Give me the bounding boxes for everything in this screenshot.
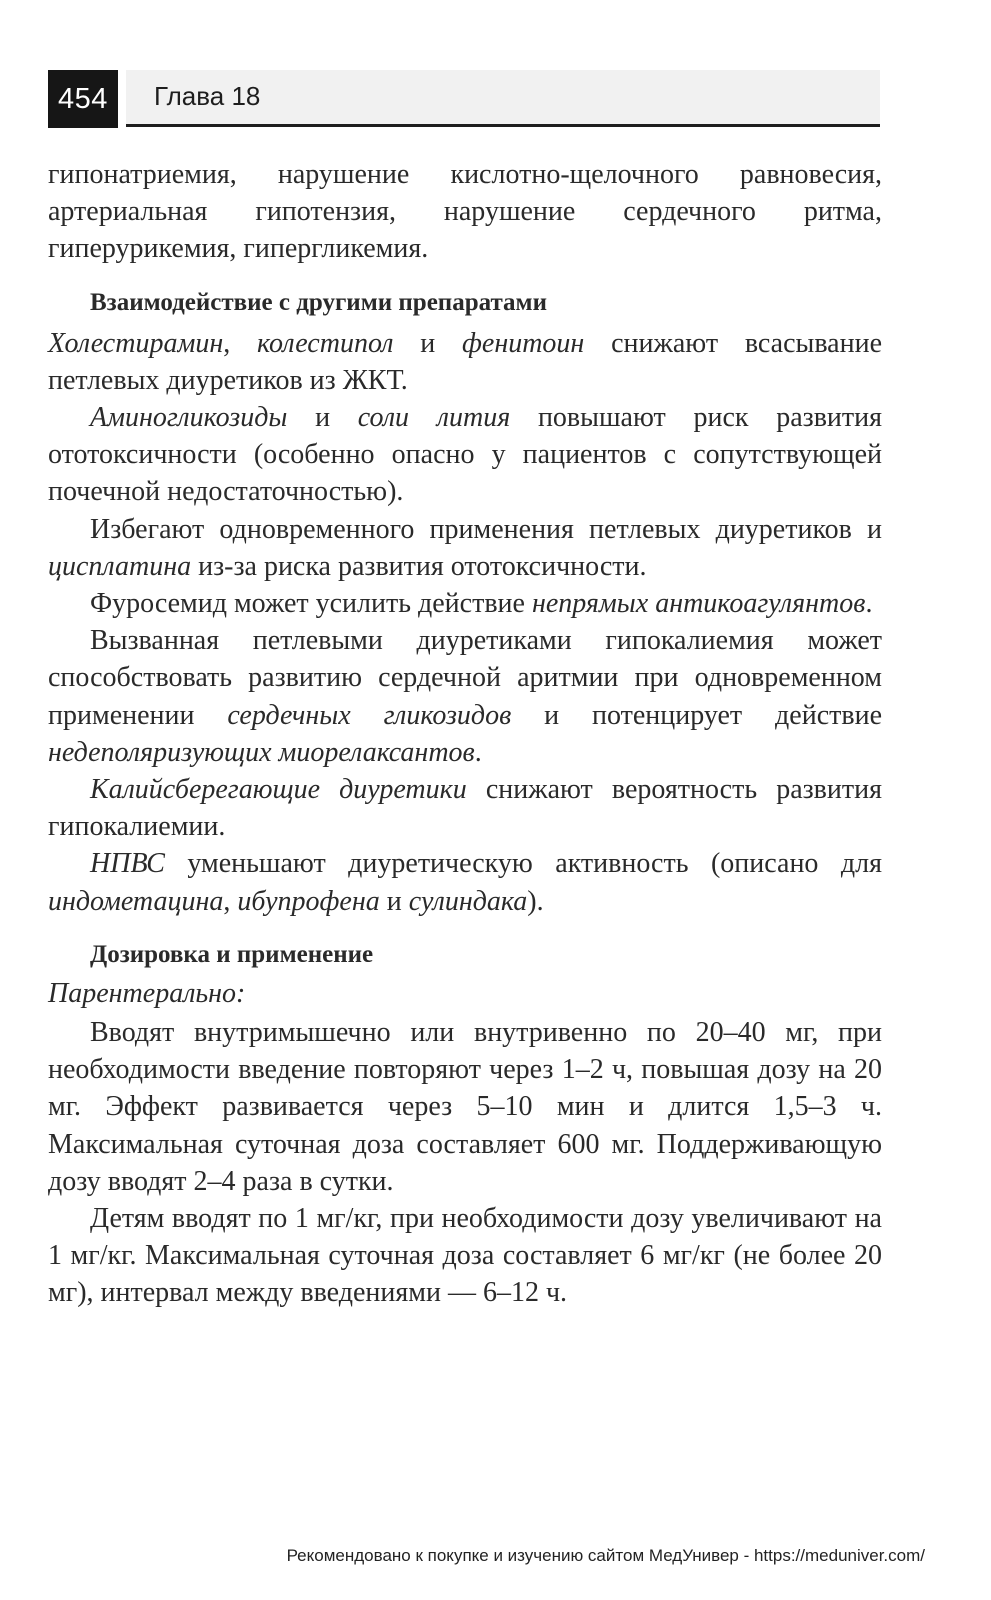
drug-name: сердечных гликозидов	[227, 699, 512, 731]
text-run: снижают вероятность развития гипокалиемии.	[48, 774, 882, 843]
text-run: .	[474, 736, 482, 768]
text-run: снижают всасывание петлевых диуретиков из ЖКТ.	[48, 327, 883, 396]
text-run: и	[379, 885, 409, 917]
chapter-title: Глава 18	[154, 81, 261, 111]
paragraph-interactions-5	[48, 622, 882, 771]
drug-name: цисплатина	[48, 550, 192, 582]
text-run: ,	[223, 327, 257, 359]
footer-note: Рекомендовано к покупке и изучению сайтом МедУнивер - https://meduniver.com/	[286, 1546, 925, 1565]
drug-name: соли лития	[357, 402, 511, 434]
paragraph-interactions-7	[48, 845, 882, 919]
text-run: уменьшают диуретическую активность (описано для	[164, 848, 882, 880]
page-body	[48, 156, 882, 1312]
drug-name: индометацина	[48, 885, 224, 917]
text-run: Фуросемид может усилить действие	[90, 588, 532, 620]
paragraph-dosage-2: Детям вводят по 1 мг/кг, при необходимости дозу увеличивают на 1 мг/кг. Максимальная суточная доза составляет 6 мг/кг (не более 20 мг), интервал между введениями — 6–12 ч.	[48, 1203, 882, 1309]
intro-paragraph: гипонатриемия, нарушение кислотно-щелочного равновесия, артериальная гипотензия, нарушение сердечного ритма, гиперурикемия, гипергликемия.	[48, 159, 882, 265]
text-run: Вызванная петлевыми диуретиками гипокалиемия может способствовать развитию сердечной аритмии при одновременном применении	[48, 625, 882, 731]
subheading-parenteral: Парентерально:	[48, 977, 246, 1009]
drug-name: ибупрофена	[237, 885, 380, 917]
section-heading-dosage: Дозировка и применение	[90, 940, 374, 968]
text-run: и	[393, 327, 463, 359]
paragraph-dosage-1: Вводят внутримышечно или внутривенно по 20–40 мг, при необходимости введение повторяют через 1–2 ч, повышая дозу на 20 мг. Эффект развивается через 5–10 мин и длится 1,5–3 ч. Максимальная суточная доза составляет 600 мг. Поддерживающую дозу вводят 2–4 раза в сутки.	[48, 1017, 882, 1197]
drug-name: Холестирамин	[48, 327, 224, 359]
paragraph-interactions-6	[48, 771, 882, 845]
section-heading-interactions: Взаимодействие с другими препаратами	[90, 288, 547, 316]
text-run: ).	[527, 885, 544, 917]
drug-name: сулиндака	[408, 885, 528, 917]
text-run: из-за риска развития ототоксичности.	[191, 550, 647, 582]
text-run: повышают риск развития ототоксичности (особенно опасно у пациентов с сопутствующей почечной недостаточностью).	[48, 402, 883, 508]
text-run: .	[865, 588, 873, 620]
chapter-bar	[126, 70, 880, 127]
text-run: и	[287, 402, 358, 434]
drug-name: фенитоин	[462, 327, 585, 359]
running-header	[48, 70, 880, 128]
drug-name: непрямых антикоагулянтов	[531, 588, 866, 620]
drug-name: Калийсберегающие диуретики	[90, 774, 467, 806]
text-run: Избегают одновременного применения петлевых диуретиков и	[90, 513, 882, 545]
drug-name: Аминогликозиды	[90, 402, 288, 434]
text-run: и потенцирует действие	[511, 699, 882, 731]
text-run: ,	[223, 885, 238, 917]
drug-name: колестипол	[257, 327, 394, 359]
paragraph-interactions-2	[48, 399, 882, 511]
drug-name: НПВС	[90, 848, 165, 880]
paragraph-interactions-3	[48, 511, 882, 585]
paragraph-interactions-1	[48, 325, 882, 399]
page-number: 454	[48, 70, 118, 128]
drug-name: недеполяризующих миорелаксантов	[48, 736, 475, 768]
paragraph-interactions-4	[48, 585, 882, 622]
